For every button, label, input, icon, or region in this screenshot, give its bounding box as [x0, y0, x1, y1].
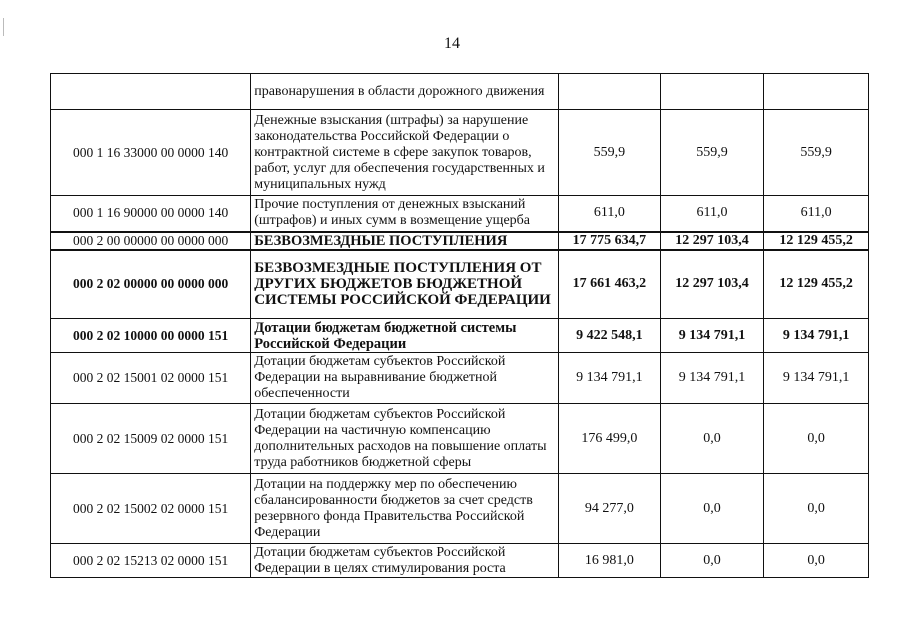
row-value-2: 0,0 [660, 544, 764, 578]
row-name: Дотации бюджетам субъектов Российской Федерации на выравнивание бюджетной обеспеченности [251, 353, 559, 404]
row-value-1 [559, 74, 661, 110]
row-value-1: 16 981,0 [559, 544, 661, 578]
row-name: Дотации бюджетам субъектов Российской Федерации на частичную компенсацию дополнительных расходов на повышение оплаты труда работников бюджетной сферы [251, 404, 559, 474]
row-name: Дотации бюджетам бюджетной системы Российской Федерации [251, 319, 559, 353]
row-name: Прочие поступления от денежных взысканий (штрафов) и иных сумм в возмещение ущерба [251, 196, 559, 232]
row-code [51, 74, 251, 110]
row-value-1: 611,0 [559, 196, 661, 232]
row-value-2: 559,9 [660, 110, 764, 196]
row-value-2: 0,0 [660, 404, 764, 474]
row-value-3: 0,0 [764, 404, 869, 474]
row-name: Дотации бюджетам субъектов Российской Федерации в целях стимулирования роста [251, 544, 559, 578]
row-value-2: 12 297 103,4 [660, 232, 764, 250]
row-value-3: 9 134 791,1 [764, 353, 869, 404]
row-code: 000 2 02 15009 02 0000 151 [51, 404, 251, 474]
row-code: 000 2 02 15001 02 0000 151 [51, 353, 251, 404]
row-value-3: 611,0 [764, 196, 869, 232]
row-name: правонарушения в области дорожного движения [251, 74, 559, 110]
table-row [51, 404, 869, 474]
table-row [51, 474, 869, 544]
row-code: 000 1 16 90000 00 0000 140 [51, 196, 251, 232]
table-row [51, 196, 869, 232]
row-value-3: 0,0 [764, 544, 869, 578]
row-code: 000 2 02 15002 02 0000 151 [51, 474, 251, 544]
row-value-3: 559,9 [764, 110, 869, 196]
row-value-1: 94 277,0 [559, 474, 661, 544]
table-row [51, 232, 869, 250]
row-value-3 [764, 74, 869, 110]
row-name: Дотации на поддержку мер по обеспечению сбалансированности бюджетов за счет средств резервного фонда Правительства Российской Федерации [251, 474, 559, 544]
row-name: Денежные взыскания (штрафы) за нарушение законодательства Российской Федерации о контрактной системе в сфере закупок товаров, работ, услуг для обеспечения государственных и муниципальных нужд [251, 110, 559, 196]
table-row [51, 319, 869, 353]
row-value-2 [660, 74, 764, 110]
table-row [51, 353, 869, 404]
row-value-1: 17 775 634,7 [559, 232, 661, 250]
row-name: БЕЗВОЗМЕЗДНЫЕ ПОСТУПЛЕНИЯ ОТ ДРУГИХ БЮДЖЕТОВ БЮДЖЕТНОЙ СИСТЕМЫ РОССИЙСКОЙ ФЕДЕРАЦИИ [251, 250, 559, 319]
row-code: 000 2 02 15213 02 0000 151 [51, 544, 251, 578]
row-code: 000 2 00 00000 00 0000 000 [51, 232, 251, 250]
row-name: БЕЗВОЗМЕЗДНЫЕ ПОСТУПЛЕНИЯ [251, 232, 559, 250]
row-value-2: 9 134 791,1 [660, 353, 764, 404]
row-value-1: 559,9 [559, 110, 661, 196]
row-value-3: 9 134 791,1 [764, 319, 869, 353]
budget-table [50, 73, 869, 578]
row-value-2: 611,0 [660, 196, 764, 232]
row-value-1: 176 499,0 [559, 404, 661, 474]
page-number: 14 [444, 35, 460, 52]
row-code: 000 1 16 33000 00 0000 140 [51, 110, 251, 196]
row-code: 000 2 02 10000 00 0000 151 [51, 319, 251, 353]
row-value-2: 12 297 103,4 [660, 250, 764, 319]
row-value-3: 12 129 455,2 [764, 232, 869, 250]
table-row [51, 544, 869, 578]
row-value-1: 9 422 548,1 [559, 319, 661, 353]
table-row [51, 74, 869, 110]
scan-artifact [3, 18, 4, 36]
row-value-1: 9 134 791,1 [559, 353, 661, 404]
row-code: 000 2 02 00000 00 0000 000 [51, 250, 251, 319]
row-value-3: 12 129 455,2 [764, 250, 869, 319]
row-value-2: 0,0 [660, 474, 764, 544]
row-value-2: 9 134 791,1 [660, 319, 764, 353]
table-row [51, 250, 869, 319]
row-value-3: 0,0 [764, 474, 869, 544]
table-row [51, 110, 869, 196]
row-value-1: 17 661 463,2 [559, 250, 661, 319]
